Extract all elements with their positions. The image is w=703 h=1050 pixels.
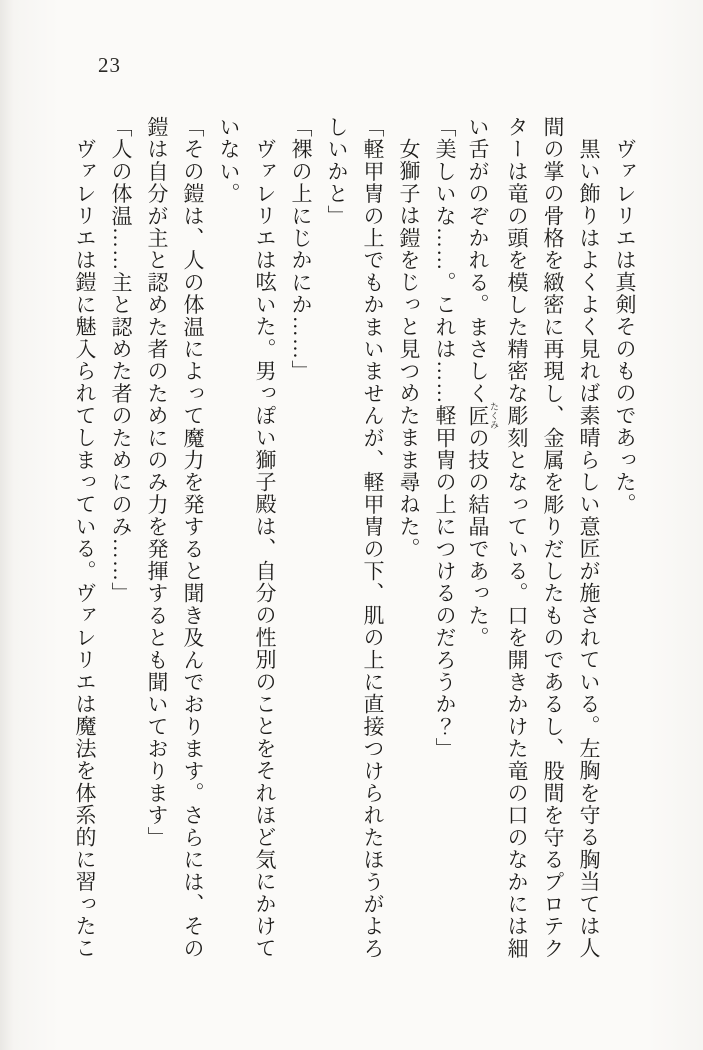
text-column: ヴァレリエは呟いた。男っぽい獅子殿は、自分の性別のことをそれほど気にかけて [253,138,277,960]
text-column: 「美しいな……。これは……軽甲冑の上につけるのだろうか？」 [433,116,457,760]
text-column: 女獅子は鎧をじっと見つめたまま尋ねた。 [397,138,421,560]
text-column: い舌がのぞかれる。まさしく匠 たくみの技の結晶であった。 [466,116,499,649]
text-column: ターは竜の頭を模した精密な彫刻となっている。口を開きかけた竜の口のなかには細 [505,116,529,960]
text-columns [67,116,643,996]
text-column: いない。 [217,116,241,205]
text-column: 黒い飾りはよくよく見れば素晴らしい意匠が施されている。左胸を守る胸当ては人 [577,138,601,960]
ruby-annotated-kanji: 匠 たくみ [466,402,499,430]
furigana: たくみ [489,402,499,430]
text-column: 「軽甲冑の上でもかまいませんが、軽甲冑の下、肌の上に直接つけられたほうがよろ [361,116,385,960]
text-column: 「裸の上にじかにか……」 [289,116,313,383]
text-column: 間の掌の骨格を緻密に再現し、金属を彫りだしたものであるし、股間を守るプロテク [541,116,565,960]
text-column: 「人の体温……主と認めた者のためにのみ……」 [109,116,133,605]
text-column: ヴァレリエは真剣そのものであった。 [613,138,637,516]
text-column: しいかと」 [325,116,349,227]
text-column: ヴァレリエは鎧に魅入られてしまっている。ヴァレリエは魔法を体系的に習ったこ [73,138,97,960]
text-column: 鎧は自分が主と認めた者のためにのみ力を発揮するとも聞いております」 [145,116,169,849]
text-column: 「その鎧は、人の体温によって魔力を発すると聞き及んでおります。さらには、その [181,116,205,960]
page-number: 23 [98,53,121,77]
